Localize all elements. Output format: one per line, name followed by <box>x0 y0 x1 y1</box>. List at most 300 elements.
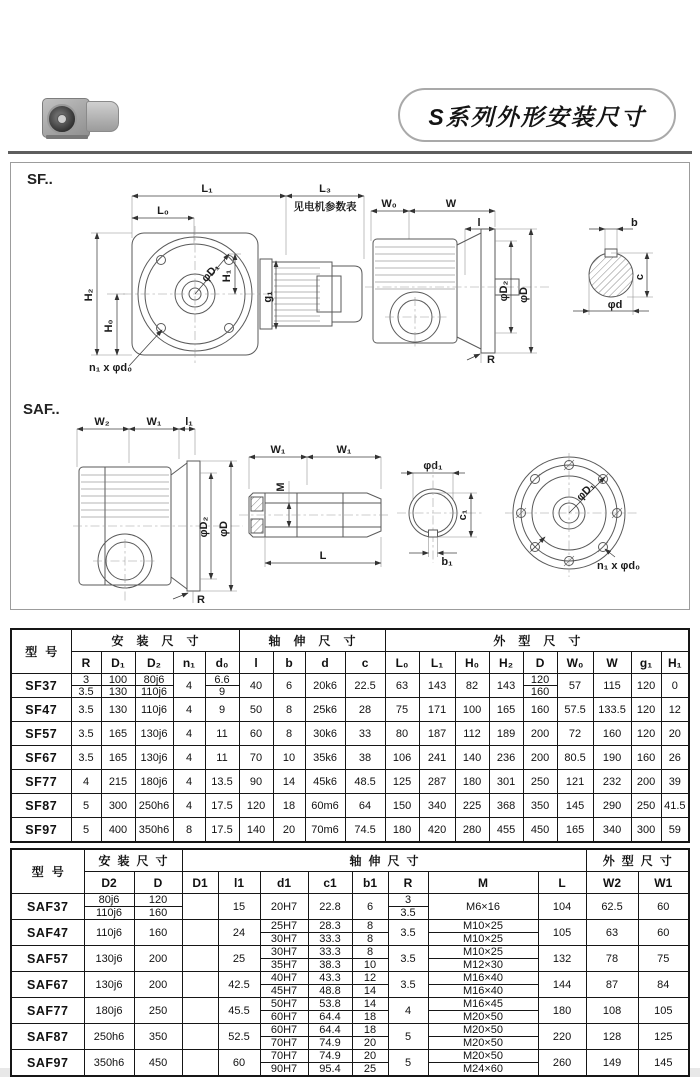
cell-top-value: 14 <box>353 998 388 1011</box>
model-cell: SF37 <box>11 674 71 698</box>
table-cell <box>388 894 428 920</box>
column-header: H₀ <box>455 652 489 674</box>
cell-top-value: 28.3 <box>309 920 352 933</box>
group-header: 轴伸尺寸 <box>239 629 385 652</box>
table-cell: 60m6 <box>305 794 345 818</box>
saf-table-body <box>11 894 689 1077</box>
group-header: 安装尺寸 <box>84 849 182 872</box>
table-cell: 232 <box>593 770 631 794</box>
dim-label-phi-d: φD <box>218 521 230 537</box>
table-cell: 8 <box>273 698 305 722</box>
column-header: D <box>134 872 182 894</box>
sf-shaft-section-drawing <box>565 213 677 331</box>
table-cell <box>101 674 135 698</box>
table-cell <box>182 1024 218 1050</box>
group-header: 外型尺寸 <box>586 849 689 872</box>
table-cell: 350 <box>523 794 557 818</box>
table-cell: 59 <box>661 818 689 843</box>
column-header: n₁ <box>173 652 205 674</box>
table-cell: 24 <box>218 920 260 946</box>
cell-bottom-value: 20 <box>363 1037 377 1049</box>
table-row <box>11 746 689 770</box>
table-cell: 130j6 <box>135 722 173 746</box>
cell-top-value: M20×50 <box>429 1050 538 1063</box>
cell-bottom-value: M24×60 <box>462 1063 504 1075</box>
table-cell: 149 <box>586 1050 638 1077</box>
cell-top-value: 120 <box>524 674 557 686</box>
table-cell: 450 <box>134 1050 182 1077</box>
table-cell: 340 <box>593 818 631 843</box>
table-cell: 63 <box>385 674 419 698</box>
table-cell: 3.5 <box>71 722 101 746</box>
column-header: L₁ <box>419 652 455 674</box>
dim-label-h1: H₁ <box>221 269 233 283</box>
column-header: W1 <box>638 872 689 894</box>
column-header: W2 <box>586 872 638 894</box>
table-cell: 368 <box>489 794 523 818</box>
table-cell: 165 <box>489 698 523 722</box>
cell-bottom-value: 130 <box>108 685 128 698</box>
table-cell: 10 <box>273 746 305 770</box>
table-cell: 171 <box>419 698 455 722</box>
cell-bottom-value: 64.4 <box>319 1011 341 1023</box>
column-header: R <box>71 652 101 674</box>
table-cell: 150 <box>385 794 419 818</box>
cell-top-value: 33.3 <box>309 946 352 959</box>
dim-label-w1-left: W₁ <box>270 444 286 456</box>
table-cell <box>260 998 308 1024</box>
table-cell: 60 <box>218 1050 260 1077</box>
table-cell: 200 <box>134 946 182 972</box>
table-cell: 60 <box>638 920 689 946</box>
table-cell: 130j6 <box>84 972 134 998</box>
table-cell: 26 <box>661 746 689 770</box>
table-cell: 106 <box>385 746 419 770</box>
group-header: 轴伸尺寸 <box>182 849 586 872</box>
table-cell <box>352 1024 388 1050</box>
model-cell: SF47 <box>11 698 71 722</box>
table-cell <box>352 920 388 946</box>
table-cell: 3.5 <box>71 746 101 770</box>
table-cell: 180j6 <box>135 770 173 794</box>
cell-top-value: 80j6 <box>85 894 134 907</box>
cell-bottom-value: 48.8 <box>319 985 341 997</box>
column-header: H₂ <box>489 652 523 674</box>
table-cell: 450 <box>523 818 557 843</box>
table-row <box>11 818 689 843</box>
table-cell: 5 <box>71 818 101 843</box>
table-cell: 60 <box>638 894 689 920</box>
table-cell: 121 <box>557 770 593 794</box>
table-cell: 110j6 <box>135 698 173 722</box>
sf-front-view-drawing <box>75 183 367 375</box>
table-cell: 215 <box>101 770 135 794</box>
cell-top-value: 20 <box>353 1050 388 1063</box>
table-cell <box>352 972 388 998</box>
table-cell: 72 <box>557 722 593 746</box>
sf-table-header <box>11 629 689 674</box>
table-cell: 104 <box>538 894 586 920</box>
table-cell: 105 <box>638 998 689 1024</box>
column-header: c <box>345 652 385 674</box>
cell-top-value: 3 <box>72 674 101 686</box>
table-cell <box>135 674 173 698</box>
table-cell: 4 <box>173 794 205 818</box>
dim-label-l1: l₁ <box>185 416 193 428</box>
cell-top-value: 43.3 <box>309 972 352 985</box>
table-cell: 220 <box>538 1024 586 1050</box>
sf-side-view-drawing <box>361 199 557 365</box>
cell-top-value: 3 <box>389 894 428 907</box>
table-row <box>11 894 689 920</box>
column-header: D1 <box>182 872 218 894</box>
column-header: L₀ <box>385 652 419 674</box>
cell-top-value: 6.6 <box>206 674 239 686</box>
table-cell: 78 <box>586 946 638 972</box>
table-cell: 250 <box>631 794 661 818</box>
column-header: D₂ <box>135 652 173 674</box>
dim-label-phi-d1: φD₁ <box>574 480 598 504</box>
cell-top-value: 80j6 <box>136 674 173 686</box>
table-cell: 75 <box>638 946 689 972</box>
saf-flange-view-drawing <box>497 451 649 583</box>
table-cell <box>523 674 557 698</box>
product-photo <box>36 90 122 142</box>
table-cell: 250 <box>134 998 182 1024</box>
table-cell: M6×16 <box>428 894 538 920</box>
table-cell: 160 <box>523 698 557 722</box>
table-cell: 200 <box>134 972 182 998</box>
cell-bottom-value: 70H7 <box>270 1037 298 1049</box>
table-cell <box>260 1050 308 1077</box>
dim-label-w1: W₁ <box>146 416 162 428</box>
dim-label-c: c <box>634 273 646 281</box>
table-cell: 20 <box>661 722 689 746</box>
table-cell: 3.5 <box>71 698 101 722</box>
cell-top-value: 18 <box>353 1024 388 1037</box>
table-cell: 350h6 <box>84 1050 134 1077</box>
output-shaft <box>57 114 67 124</box>
table-cell: 45.5 <box>218 998 260 1024</box>
table-cell <box>84 894 134 920</box>
table-cell: 250 <box>523 770 557 794</box>
table-cell: 40 <box>239 674 273 698</box>
table-cell <box>308 920 352 946</box>
table-cell <box>428 998 538 1024</box>
column-header: c1 <box>308 872 352 894</box>
cell-bottom-value: 25 <box>363 1063 377 1075</box>
table-cell: 64 <box>345 794 385 818</box>
table-cell: 189 <box>489 722 523 746</box>
table-cell: 160 <box>631 746 661 770</box>
cell-bottom-value: 3.5 <box>400 907 416 919</box>
table-cell: 250h6 <box>84 1024 134 1050</box>
table-cell: 125 <box>385 770 419 794</box>
cell-bottom-value: M20×50 <box>462 1037 504 1049</box>
table-cell <box>260 920 308 946</box>
table-cell: 165 <box>101 722 135 746</box>
table-cell: 12 <box>661 698 689 722</box>
header-divider <box>8 151 692 154</box>
table-cell: 130j6 <box>135 746 173 770</box>
dim-label-h2: H₂ <box>83 288 95 302</box>
table-cell: 4 <box>173 770 205 794</box>
table-cell: 70m6 <box>305 818 345 843</box>
cell-bottom-value: M20×50 <box>462 1011 504 1023</box>
table-cell: 84 <box>638 972 689 998</box>
table-cell <box>428 946 538 972</box>
table-cell: 60 <box>239 722 273 746</box>
cell-top-value: 60H7 <box>261 1024 308 1037</box>
cell-top-value: 50H7 <box>261 998 308 1011</box>
table-cell <box>260 972 308 998</box>
table-cell: 187 <box>419 722 455 746</box>
dim-label-w0: W₀ <box>381 198 397 210</box>
table-cell: 17.5 <box>205 818 239 843</box>
saf-dimensions-table <box>10 848 690 1077</box>
table-cell <box>71 674 101 698</box>
table-cell: 120 <box>239 794 273 818</box>
table-cell <box>260 1024 308 1050</box>
table-cell: 70 <box>239 746 273 770</box>
model-cell: SAF77 <box>11 998 84 1024</box>
table-cell: 3.5 <box>388 972 428 998</box>
page-title <box>398 88 676 142</box>
table-row <box>11 1024 689 1050</box>
cell-bottom-value: 160 <box>148 907 168 919</box>
table-cell: 75 <box>385 698 419 722</box>
table-cell: 110j6 <box>84 920 134 946</box>
table-cell: 4 <box>173 746 205 770</box>
table-cell: 80 <box>385 722 419 746</box>
dim-label-n1-d0: n₁ x φd₀ <box>89 362 133 374</box>
table-cell: 63 <box>586 920 638 946</box>
table-row <box>11 770 689 794</box>
table-cell: 25k6 <box>305 698 345 722</box>
table-cell: 41.5 <box>661 794 689 818</box>
table-cell: 350h6 <box>135 818 173 843</box>
cell-bottom-value: 10 <box>363 959 377 971</box>
column-header: W <box>593 652 631 674</box>
model-column-header: 型号 <box>11 629 71 674</box>
cell-top-value: 100 <box>102 674 135 686</box>
table-cell: 144 <box>538 972 586 998</box>
cell-top-value: 74.9 <box>309 1050 352 1063</box>
dim-label-w2: W₂ <box>94 416 110 428</box>
table-cell: 160 <box>134 920 182 946</box>
dim-label-l: l <box>477 217 481 229</box>
table-cell: 15 <box>218 894 260 920</box>
column-header: b1 <box>352 872 388 894</box>
model-cell: SF87 <box>11 794 71 818</box>
dim-label-r: R <box>197 594 205 606</box>
table-cell: 180j6 <box>84 998 134 1024</box>
group-header: 安装尺寸 <box>71 629 239 652</box>
cell-top-value: 25H7 <box>261 920 308 933</box>
cell-bottom-value: 3.5 <box>78 685 94 698</box>
cell-top-value: 8 <box>353 920 388 933</box>
table-cell <box>182 1050 218 1077</box>
cell-bottom-value: 110j6 <box>95 907 123 919</box>
table-cell: 11 <box>205 746 239 770</box>
table-cell: 33 <box>345 722 385 746</box>
table-cell: 20k6 <box>305 674 345 698</box>
model-cell: SF77 <box>11 770 71 794</box>
table-cell: 165 <box>557 818 593 843</box>
table-cell: 241 <box>419 746 455 770</box>
table-cell: 133.5 <box>593 698 631 722</box>
cell-top-value: 30H7 <box>261 946 308 959</box>
sf-table-body <box>11 674 689 843</box>
saf-table-header <box>11 849 689 894</box>
model-cell: SF97 <box>11 818 71 843</box>
table-cell: 38 <box>345 746 385 770</box>
column-header: H₁ <box>661 652 689 674</box>
table-cell: 4 <box>173 674 205 698</box>
table-cell: 57 <box>557 674 593 698</box>
table-cell: 52.5 <box>218 1024 260 1050</box>
table-row <box>11 920 689 946</box>
saf-hollow-shaft-drawing <box>239 441 391 583</box>
cell-bottom-value: 30H7 <box>270 933 298 945</box>
table-cell: 6 <box>273 674 305 698</box>
cell-top-value: 120 <box>135 894 182 907</box>
table-cell: 45k6 <box>305 770 345 794</box>
model-cell: SAF47 <box>11 920 84 946</box>
table-cell <box>428 1050 538 1077</box>
saf-side-view-drawing <box>65 415 247 607</box>
table-cell <box>205 674 239 698</box>
table-cell <box>182 920 218 946</box>
table-row <box>11 722 689 746</box>
cell-bottom-value: 60H7 <box>270 1011 298 1023</box>
model-cell: SAF37 <box>11 894 84 920</box>
dim-label-phi-d1: φD₁ <box>199 261 223 285</box>
table-cell: 120 <box>631 722 661 746</box>
dim-label-phi-d1: φd₁ <box>423 460 443 472</box>
dim-label-c1: c₁ <box>457 509 469 521</box>
table-cell: 128 <box>586 1024 638 1050</box>
table-cell: 145 <box>557 794 593 818</box>
model-cell: SAF57 <box>11 946 84 972</box>
cell-top-value: M10×25 <box>429 946 538 959</box>
table-cell <box>260 946 308 972</box>
table-cell: 17.5 <box>205 794 239 818</box>
column-header: M <box>428 872 538 894</box>
dim-label-n1-d0: n₁ x φd₀ <box>597 560 641 572</box>
table-cell: 125 <box>638 1024 689 1050</box>
table-cell <box>428 972 538 998</box>
column-header: R <box>388 872 428 894</box>
table-cell: 35k6 <box>305 746 345 770</box>
column-header: l <box>239 652 273 674</box>
table-cell: 143 <box>489 674 523 698</box>
dim-label-l3: L₃ <box>319 183 331 195</box>
table-cell: 8 <box>273 722 305 746</box>
table-cell: 11 <box>205 722 239 746</box>
cell-top-value: 8 <box>353 946 388 959</box>
table-cell: 42.5 <box>218 972 260 998</box>
table-cell: 4 <box>173 722 205 746</box>
cell-bottom-value: 95.4 <box>319 1063 341 1075</box>
table-row <box>11 998 689 1024</box>
cell-bottom-value: 160 <box>530 685 550 698</box>
motor-body <box>86 101 119 132</box>
dim-label-b1: b₁ <box>441 556 453 568</box>
table-cell <box>308 1024 352 1050</box>
model-cell: SF57 <box>11 722 71 746</box>
cell-bottom-value: 35H7 <box>270 959 298 971</box>
table-cell: 20 <box>273 818 305 843</box>
table-cell: 5 <box>388 1024 428 1050</box>
column-header: D <box>523 652 557 674</box>
table-cell: 455 <box>489 818 523 843</box>
table-row <box>11 698 689 722</box>
table-cell: 350 <box>134 1024 182 1050</box>
table-cell: 4 <box>173 698 205 722</box>
mounting-foot <box>46 135 88 139</box>
column-header: d1 <box>260 872 308 894</box>
table-cell: 3.5 <box>388 920 428 946</box>
table-cell: 5 <box>71 794 101 818</box>
model-column-header: 型号 <box>11 849 84 894</box>
saf-section-label: SAF.. <box>23 401 60 418</box>
table-cell: 115 <box>593 674 631 698</box>
table-cell: 145 <box>638 1050 689 1077</box>
table-cell: 87 <box>586 972 638 998</box>
table-cell: 6 <box>352 894 388 920</box>
table-cell: 90 <box>239 770 273 794</box>
table-cell: 300 <box>631 818 661 843</box>
table-cell <box>308 946 352 972</box>
cell-top-value: 40H7 <box>261 972 308 985</box>
table-row <box>11 1050 689 1077</box>
cell-bottom-value: 33.3 <box>319 933 341 945</box>
dim-label-phi-d2: φD₂ <box>198 516 210 538</box>
table-cell: 82 <box>455 674 489 698</box>
cell-top-value: M20×50 <box>429 1024 538 1037</box>
table-cell <box>352 946 388 972</box>
model-cell: SAF97 <box>11 1050 84 1077</box>
model-cell: SF67 <box>11 746 71 770</box>
table-cell: 108 <box>586 998 638 1024</box>
cell-bottom-value: 9 <box>218 685 226 698</box>
cell-bottom-value: 110j6 <box>140 685 168 698</box>
table-cell <box>134 894 182 920</box>
dim-label-h0: H₀ <box>103 319 115 333</box>
sf-section-label: SF.. <box>27 171 53 188</box>
table-cell: 200 <box>523 722 557 746</box>
table-cell: 290 <box>593 794 631 818</box>
table-cell <box>182 972 218 998</box>
table-cell: 180 <box>538 998 586 1024</box>
dim-label-phi-d2: φD₂ <box>498 280 510 302</box>
column-header: W₀ <box>557 652 593 674</box>
table-cell <box>308 1050 352 1077</box>
dim-label-phi-d: φd <box>607 299 623 311</box>
table-cell: 300 <box>101 794 135 818</box>
column-header: D2 <box>84 872 134 894</box>
table-cell: 180 <box>455 770 489 794</box>
table-cell <box>352 998 388 1024</box>
table-row <box>11 972 689 998</box>
table-cell: 130j6 <box>84 946 134 972</box>
group-header: 外型尺寸 <box>385 629 689 652</box>
cell-bottom-value: 18 <box>363 1011 377 1023</box>
sf-dimensions-table <box>10 628 690 843</box>
drawings-panel <box>10 162 690 610</box>
table-cell: 18 <box>273 794 305 818</box>
